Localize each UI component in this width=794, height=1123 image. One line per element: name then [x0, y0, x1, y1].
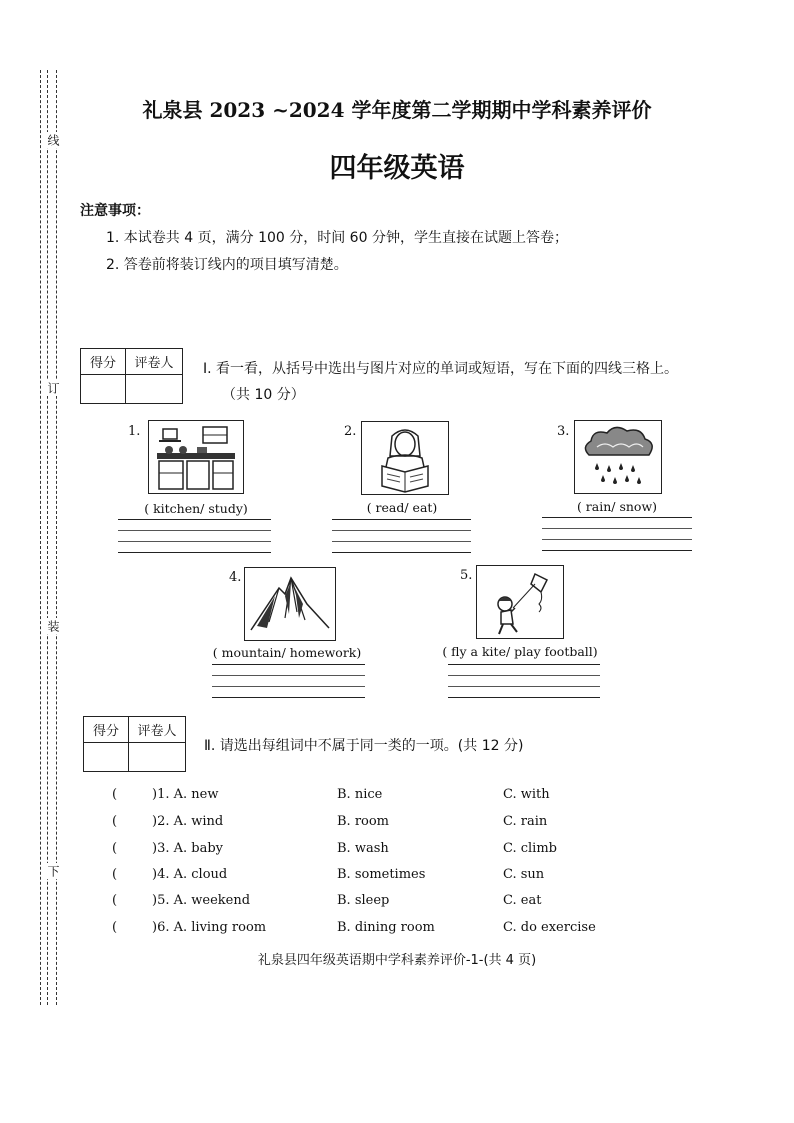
answer-lines-3[interactable]	[542, 517, 692, 561]
picture-1-options: ( kitchen/ study)	[144, 501, 248, 516]
picture-3-options: ( rain/ snow)	[576, 499, 658, 514]
picture-2-options: ( read/ eat)	[366, 500, 438, 515]
section2-title: Ⅱ. 请选出每组词中不属于同一类的一项。(共 12 分)	[204, 738, 524, 754]
picture-5-number: 5.	[460, 568, 473, 583]
option-b: B. sleep	[337, 893, 390, 908]
girl-reading-picture	[361, 421, 449, 495]
question-row	[0, 787, 794, 805]
grader-label: 评卷人	[129, 717, 186, 743]
binding-margin	[30, 70, 66, 1005]
answer-paren[interactable]: (	[112, 841, 118, 856]
rain-cloud-picture	[574, 420, 662, 494]
grader-label: 评卷人	[126, 349, 183, 375]
subject-title: 四年级英语	[329, 153, 465, 184]
question-row	[0, 867, 794, 885]
page-footer: 礼泉县四年级英语期中学科素养评价-1-(共 4 页)	[257, 953, 537, 968]
section1-points: （共 10 分）	[222, 387, 305, 403]
answer-lines-4[interactable]	[212, 664, 365, 708]
picture-5-options: ( fly a kite/ play football)	[442, 644, 598, 659]
score-table-1	[80, 348, 183, 404]
option-a: )3. A. baby	[152, 841, 223, 856]
grader-cell[interactable]	[129, 743, 186, 772]
question-row	[0, 893, 794, 911]
option-c: C. eat	[503, 893, 542, 908]
option-c: C. climb	[503, 841, 557, 856]
answer-paren[interactable]: (	[112, 893, 118, 908]
option-b: B. wash	[337, 841, 389, 856]
option-a: )4. A. cloud	[152, 867, 228, 882]
picture-3-number: 3.	[557, 424, 570, 439]
option-a: )5. A. weekend	[152, 893, 251, 908]
option-a: )2. A. wind	[152, 814, 224, 829]
binding-mark-line: 线	[46, 134, 60, 146]
score-table-2	[83, 716, 186, 772]
binding-mark-order: 订	[46, 382, 60, 394]
option-a: )1. A. new	[152, 787, 219, 802]
picture-1-number: 1.	[128, 424, 141, 439]
question-row	[0, 920, 794, 938]
option-b: B. sometimes	[337, 867, 426, 882]
picture-2-number: 2.	[344, 424, 357, 439]
binding-mark-bind: 装	[46, 620, 60, 632]
section1-title: Ⅰ. 看一看，从括号中选出与图片对应的单词或短语，写在下面的四线三格上。	[203, 361, 679, 377]
notice-item-2: 2. 答卷前将装订线内的项目填写清楚。	[106, 257, 348, 273]
notice-heading: 注意事项：	[80, 203, 150, 219]
notice-item-1: 1. 本试卷共 4 页，满分 100 分，时间 60 分钟，学生直接在试题上答卷；	[106, 230, 568, 246]
answer-paren[interactable]: (	[112, 867, 118, 882]
answer-lines-2[interactable]	[332, 519, 471, 563]
option-b: B. nice	[337, 787, 383, 802]
answer-paren[interactable]: (	[112, 814, 118, 829]
boy-flying-kite-picture	[476, 565, 564, 639]
option-b: B. dining room	[337, 920, 435, 935]
answer-paren[interactable]: (	[112, 787, 118, 802]
picture-4-options: ( mountain/ homework)	[212, 645, 362, 660]
answer-lines-1[interactable]	[118, 519, 271, 563]
exam-title: 礼泉县 2023 ~2024 学年度第二学期期中学科素养评价	[142, 98, 652, 122]
answer-paren[interactable]: (	[112, 920, 118, 935]
option-c: C. rain	[503, 814, 548, 829]
kitchen-picture	[148, 420, 244, 494]
option-c: C. sun	[503, 867, 545, 882]
binding-mark-down: 下	[46, 865, 60, 877]
question-row	[0, 841, 794, 859]
score-cell[interactable]	[81, 375, 126, 404]
option-c: C. do exercise	[503, 920, 596, 935]
mountain-picture	[244, 567, 336, 641]
option-b: B. room	[337, 814, 390, 829]
option-a: )6. A. living room	[152, 920, 267, 935]
option-c: C. with	[503, 787, 550, 802]
answer-lines-5[interactable]	[448, 664, 600, 708]
question-row	[0, 814, 794, 832]
grader-cell[interactable]	[126, 375, 183, 404]
score-cell[interactable]	[84, 743, 129, 772]
picture-4-number: 4.	[229, 570, 242, 585]
score-label: 得分	[84, 717, 129, 743]
score-label: 得分	[81, 349, 126, 375]
